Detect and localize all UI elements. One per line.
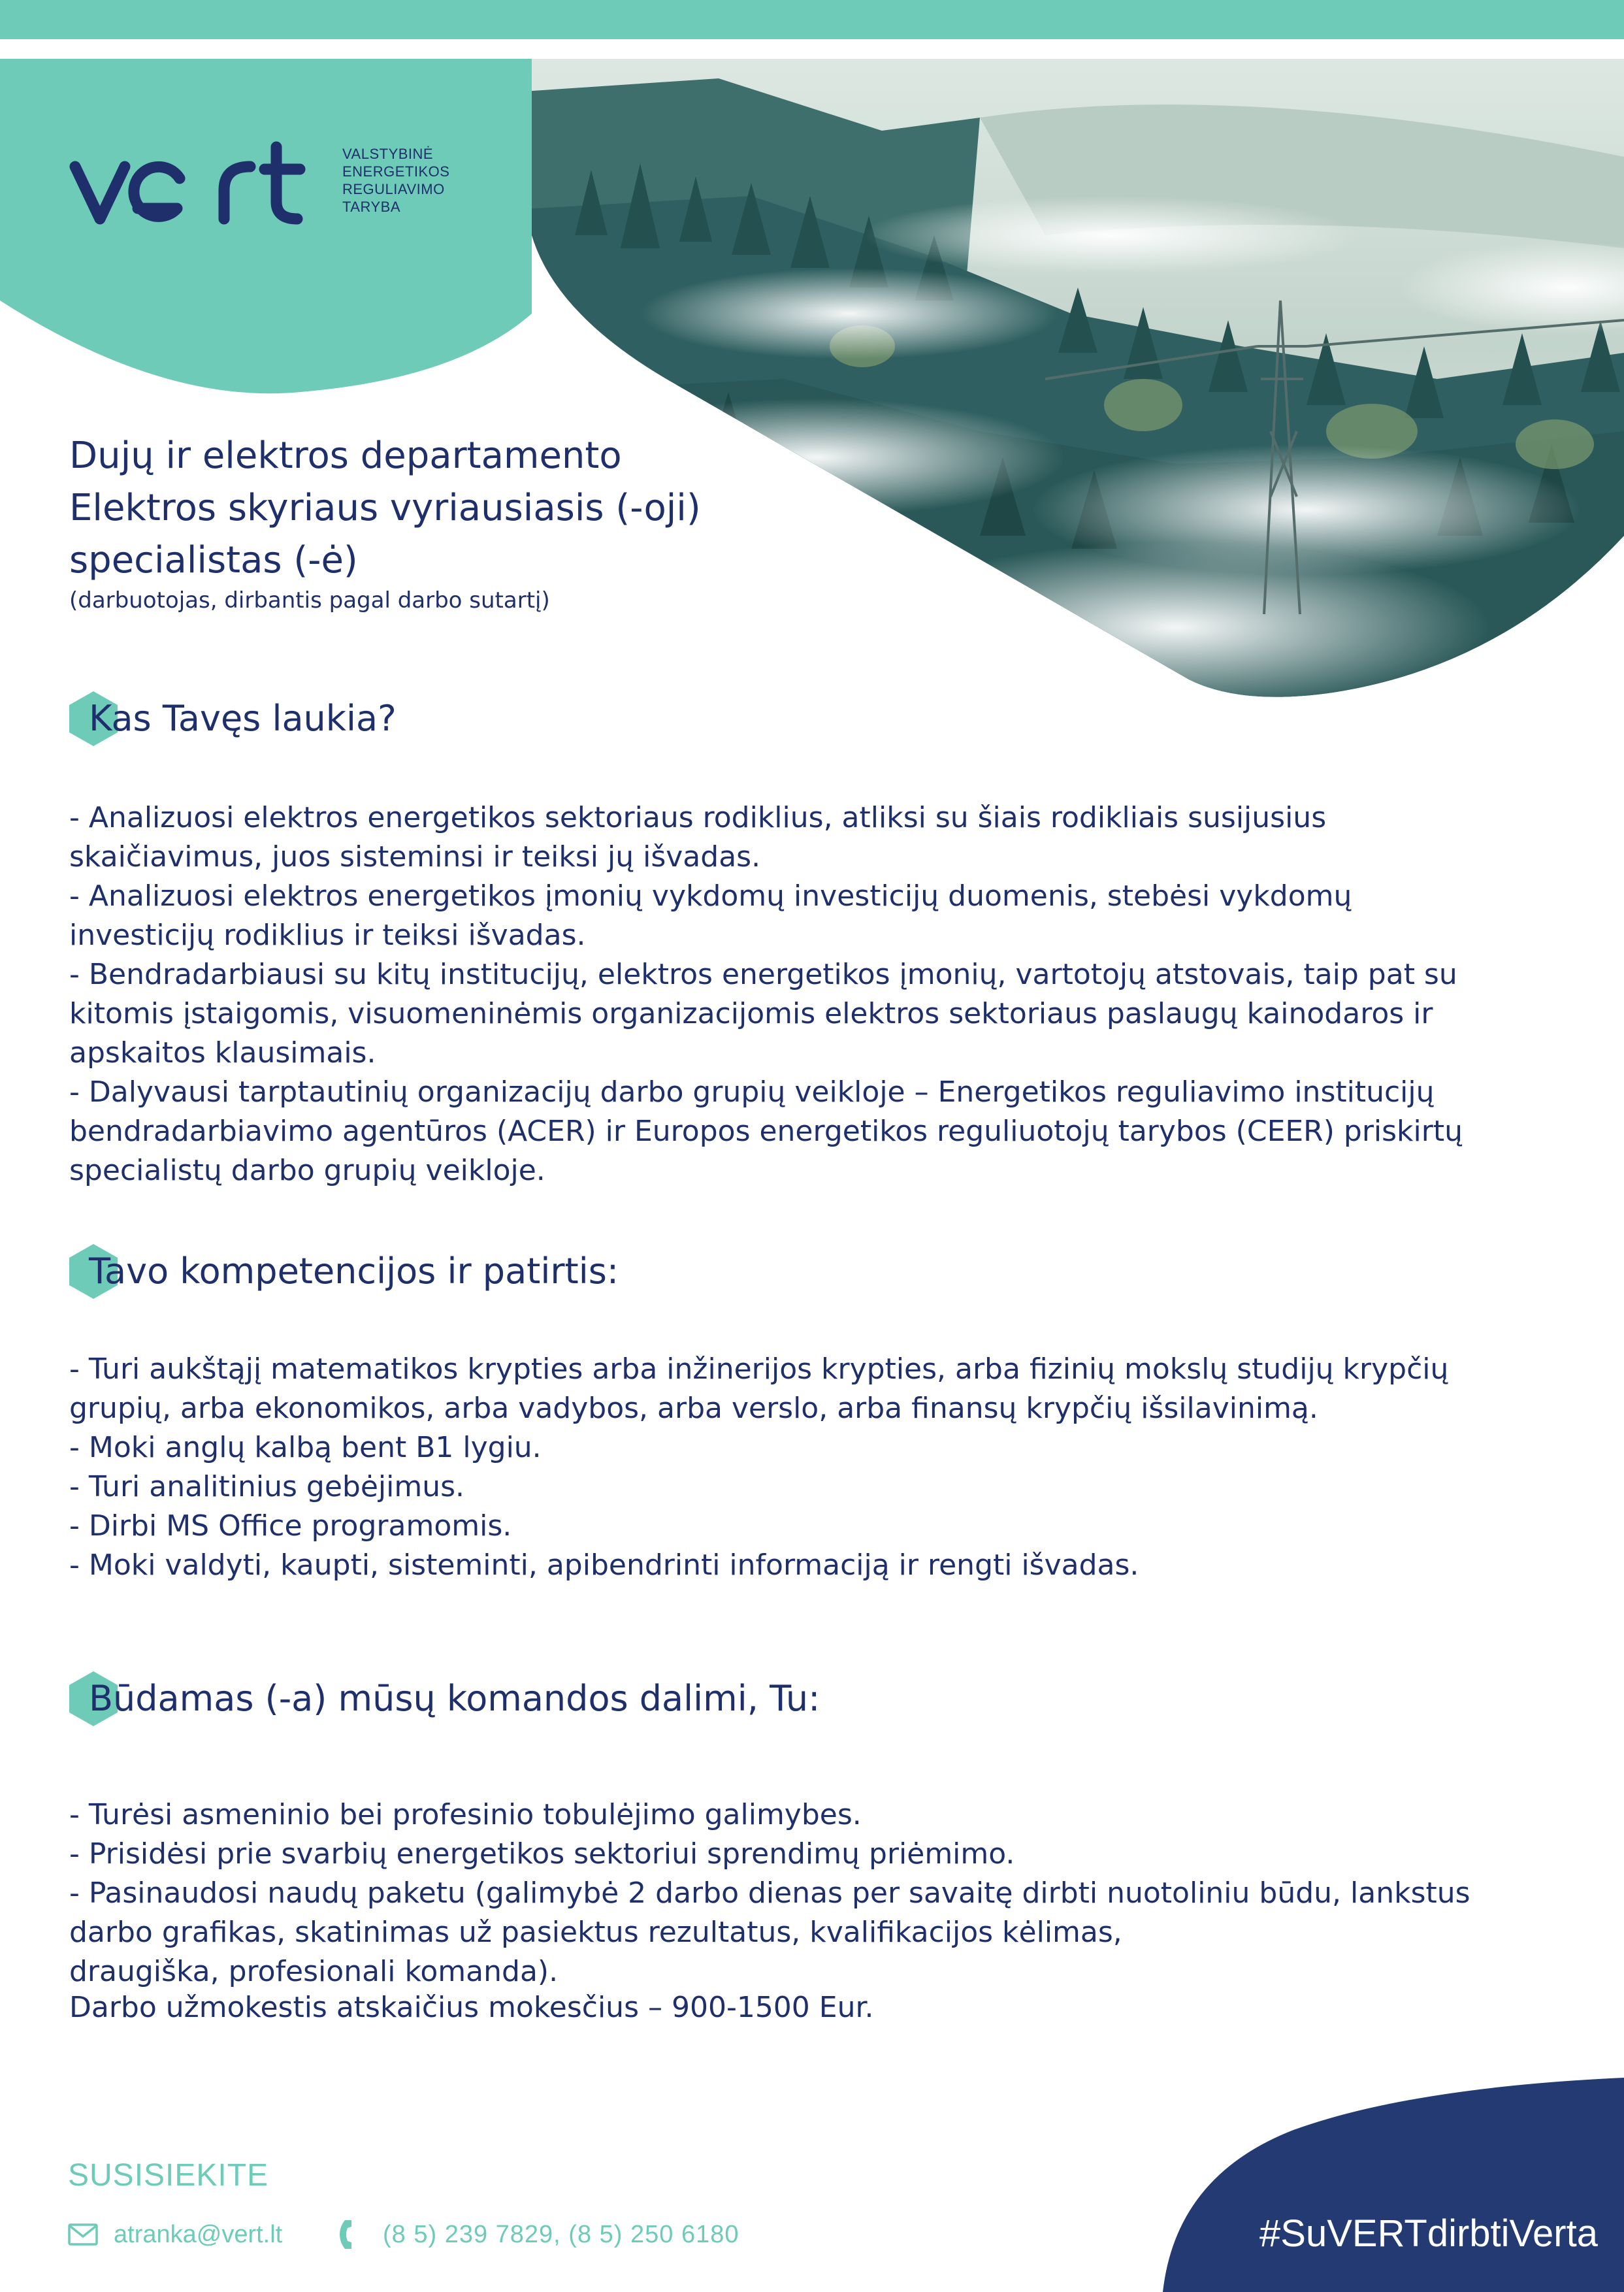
list-item: - Dalyvausi tarptautinių organizacijų darbo grupių veikloje – Energetikos reguliavimo institucijų bendradarbiavimo agentūros (ACER) ir Europos energetikos reguliuotojų tarybos (CEER) priskirtų specialistų darbo grupių veikloje. (69, 1075, 1463, 1187)
phone-numbers[interactable]: (8 5) 239 7829, (8 5) 250 6180 (383, 2220, 739, 2248)
job-title-line: Elektros skyriaus vyriausiasis (-oji) (69, 487, 701, 529)
forest-photo (523, 39, 1624, 706)
list-item: - Pasinaudosi naudų paketu (galimybė 2 darbo dienas per savaitę dirbti nuotoliniu būdu, lankstus darbo grafikas, skatinimas už pasiektus rezultatus, kvalifikacijos kėlimas, draugiška, profesionali komanda). (69, 1876, 1470, 1988)
list-item: - Turi aukštąjį matematikos krypties arba inžinerijos krypties, arba fizinių mokslų studijų krypčių grupių, arba ekonomikos, arba vadybos, arba verslo, arba finansų krypčių išsilavinimą. (69, 1352, 1449, 1425)
section-competencies (69, 1241, 1552, 1585)
contact-heading: SUSISIEKITE (68, 2158, 269, 2193)
top-accent-bar (0, 0, 1624, 39)
section-title: Būdamas (-a) mūsų komandos dalimi, Tu: (89, 1678, 820, 1719)
section-heading (69, 1669, 1552, 1727)
footer-hashtag-shape (1163, 2078, 1624, 2292)
list-item: - Turi analitinius gebėjimus. (69, 1470, 464, 1503)
list-item: - Dirbi MS Office programomis. (69, 1509, 512, 1543)
list-item: - Moki anglų kalbą bent B1 lygiu. (69, 1431, 542, 1464)
contact-phone[interactable] (338, 2215, 739, 2254)
job-title-line: Dujų ir elektros departamento (69, 434, 622, 477)
email-link[interactable]: atranka@vert.lt (114, 2220, 283, 2248)
list-item: - Analizuosi elektros energetikos įmonių vykdomų investicijų duomenis, stebėsi vykdomų investicijų rodiklius ir teiksi išvadas. (69, 879, 1352, 952)
salary-info: Darbo užmokestis atskaičius mokesčius – 900-1500 Eur. (69, 1991, 874, 2024)
contact-email[interactable] (68, 2215, 282, 2254)
section-responsibilities (69, 689, 1552, 1190)
responsibilities-list (69, 798, 1552, 1190)
list-item: - Turėsi asmeninio bei profesinio tobulėjimo galimybes. (69, 1798, 862, 1831)
list-item: - Bendradarbiausi su kitų institucijų, elektros energetikos įmonių, vartotojų atstovais, taip pat su kitomis įstaigomis, visuomeninėmis organizacijomis elektros sektoriaus paslaugų kainodaros ir apskaitos klausimais. (69, 958, 1457, 1070)
job-subtitle: (darbuotojas, dirbantis pagal darbo sutartį) (69, 587, 550, 614)
hashtag-text: #SuVERTdirbtiVerta (1259, 2212, 1598, 2255)
job-title (69, 430, 801, 587)
list-item: - Prisidėsi prie svarbių energetikos sektoriui sprendimų priėmimo. (69, 1837, 1015, 1871)
benefits-list (69, 1795, 1552, 1991)
section-benefits (69, 1669, 1552, 1991)
job-title-line: specialistas (-ė) (69, 539, 358, 581)
phone-icon (338, 2219, 357, 2250)
list-item: - Moki valdyti, kaupti, sisteminti, apibendrinti informaciją ir rengti išvadas. (69, 1548, 1139, 1582)
list-item: - Analizuosi elektros energetikos sektoriaus rodiklius, atliksi su šiais rodikliais susijusius skaičiavimus, juos sisteminsi ir teiksi jų išvadas. (69, 801, 1327, 874)
section-heading (69, 1241, 1552, 1300)
section-heading (69, 689, 1552, 747)
vert-logo-icon (69, 140, 330, 232)
logo-wordmark: VALSTYBINĖ ENERGETIKOS REGULIAVIMO TARYBA (342, 146, 450, 215)
section-title: Tavo kompetencijos ir patirtis: (89, 1251, 619, 1292)
competencies-list (69, 1350, 1552, 1585)
section-title: Kas Tavęs laukia? (89, 698, 397, 739)
envelope-icon (68, 2223, 98, 2246)
